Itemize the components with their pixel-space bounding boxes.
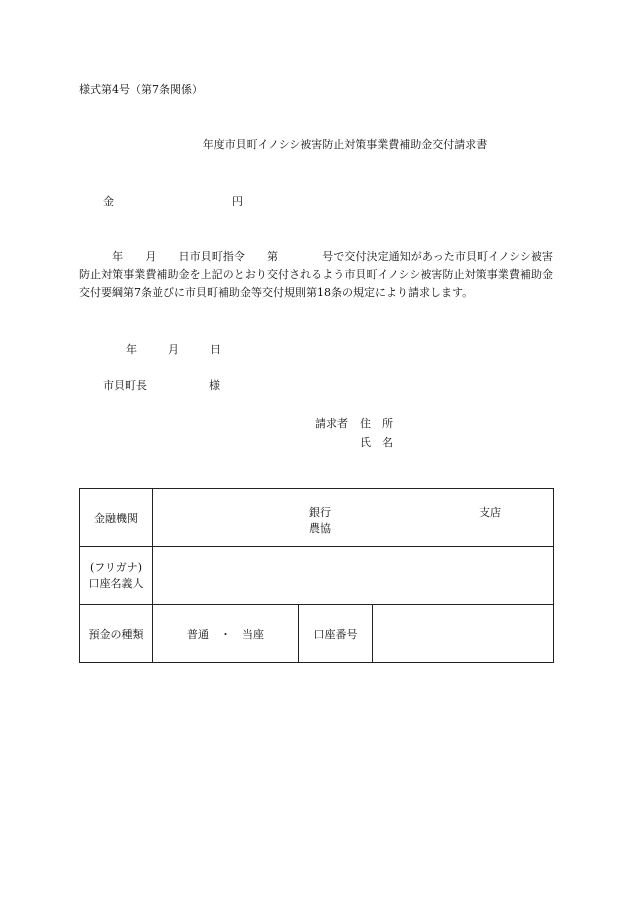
institution-label: 金融機関: [80, 489, 153, 547]
date-line: [126, 344, 221, 355]
claimant-address-label: 住 所: [360, 417, 393, 430]
deposit-type-label: 預金の種類: [80, 605, 153, 663]
request-body-text: 年 月 日市貝町指令 第 号で交付決定通知があった市貝町イノシシ被害防止対策事業費補助金を上記のとおり交付されるよう市貝町イノシシ被害防止対策事業費補助金交付要綱第7条並びに市貝町補助金等交付規則第18条の規定により請求します。: [79, 250, 553, 299]
account-number-field[interactable]: [373, 605, 554, 663]
claimant-name-label: 氏 名: [360, 436, 393, 449]
branch-label: 支店: [479, 506, 501, 519]
bank-label: 銀行: [309, 506, 331, 519]
deposit-type-options[interactable]: 普通 ・ 当座: [153, 605, 299, 663]
account-holder-field[interactable]: [153, 547, 554, 605]
date-day: 日: [210, 343, 221, 356]
account-holder-kana-label: (フリガナ): [89, 560, 143, 574]
amount-label: 金: [103, 195, 114, 208]
claimant-label: 請求者: [315, 417, 348, 430]
agri-coop-label: 農協: [309, 522, 331, 535]
document-title: 年度市貝町イノシシ被害防止対策事業費補助金交付請求書: [202, 138, 488, 151]
date-month: 月: [168, 343, 179, 356]
addressee-honorific: 様: [209, 379, 220, 392]
bank-account-table: [79, 488, 554, 663]
addressee-name: 市貝町長: [103, 379, 147, 392]
amount-unit: 円: [232, 195, 243, 208]
institution-field[interactable]: [153, 489, 554, 547]
account-number-label: 口座番号: [299, 605, 373, 663]
date-year: 年: [126, 343, 137, 356]
table-row: [80, 547, 554, 605]
account-holder-label-cell: [80, 547, 153, 605]
table-row: [80, 605, 554, 663]
table-row: [80, 489, 554, 547]
account-holder-label: 口座名義人: [88, 576, 144, 590]
form-number: 様式第4号（第7条関係）: [79, 83, 203, 96]
